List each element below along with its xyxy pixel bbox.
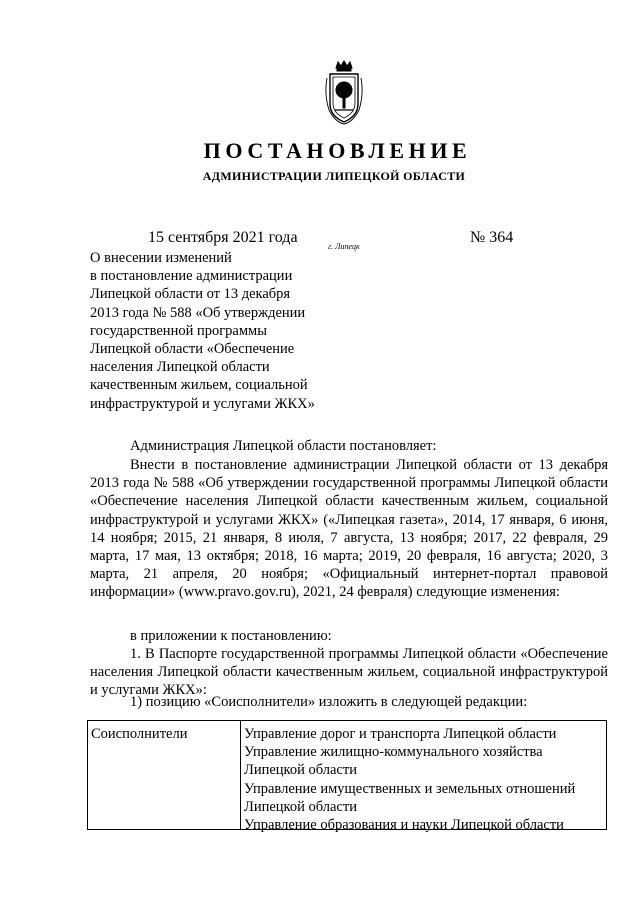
coexecutors-table — [87, 720, 607, 834]
body-paragraph-1: Внести в постановление администрации Липецкой области от 13 декабря 2013 года № 588 «Об утверждении государственной программы Липецкой области «Обеспечение населения Липецкой области качественным жильем, социальной инфраструктурой и услугами ЖКХ» («Липецкая газета», 2014, 17 января, 6 июня, 14 ноября; 2015, 21 января, 8 июля, 7 августа, 13 ноября; 2017, 22 февраля, 29 марта, 17 мая, 13 октября; 2018, 16 марта; 2019, 20 февраля, 16 августа; 2020, 3 марта, 21 апреля, 20 ноября; «Официальный интернет-портал правовой информации» (www.pravo.gov.ru), 2021, 24 февраля) следующие изменения: — [90, 457, 608, 601]
body-paragraph-3: 1. В Паспорте государственной программы Липецкой области «Обеспечение населения Липецкой области качественным жильем, социальной инфраструктурой и услугами ЖКХ»: — [90, 646, 608, 699]
document-city: г. Липецк — [328, 242, 360, 251]
issuer-name: АДМИНИСТРАЦИИ ЛИПЕЦКОЙ ОБЛАСТИ — [202, 169, 466, 183]
document-date: 15 сентября 2021 года — [148, 229, 298, 246]
document-title: ПОСТАНОВЛЕНИЕ — [203, 138, 472, 163]
body-paragraph-2: в приложении к постановлению: — [130, 628, 332, 644]
coat-of-arms-icon — [324, 60, 364, 126]
body-paragraph-4: 1) позицию «Соисполнители» изложить в следующей редакции: — [130, 694, 528, 710]
document-number: № 364 — [470, 229, 514, 246]
table-value-cell: Управление дорог и транспорта Липецкой области Управление жилищно-коммунального хозяйства Липецкой области Управление имущественных и земельных отношений Липецкой области Управление образования и науки Липецкой области — [244, 726, 576, 834]
document-subject: О внесении изменений в постановление администрации Липецкой области от 13 декабря 2013 года № 588 «Об утверждении государственной программы Липецкой области «Обеспечение населения Липецкой области качественным жильем, социальной инфраструктурой и услугами ЖКХ» — [90, 250, 315, 412]
table-label-cell: Соисполнители — [88, 721, 241, 829]
resolution-lead: Администрация Липецкой области постановляет: — [130, 438, 437, 454]
